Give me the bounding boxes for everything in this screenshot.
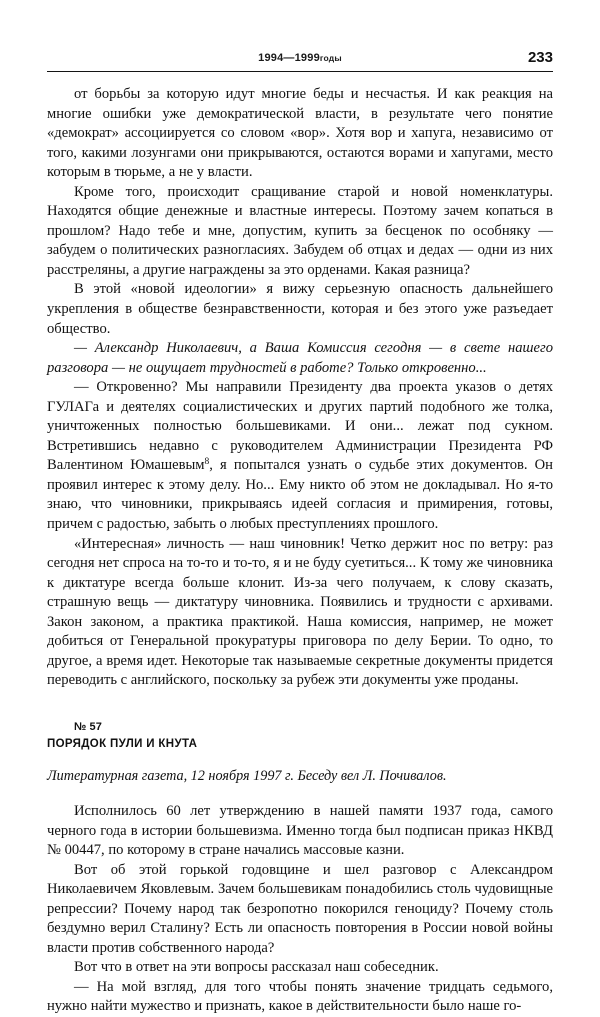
document-source-line: [47, 767, 553, 786]
answer-text-after-footnote: , я попытался узнать о судьбе этих документов. Он проявил интерес к этому делу. Но... Ему никто об этом не докладывал. Но я-то знаю, что чиновники, прикрываясь идеей согласия и примирения, готовы, причем с радостью, забыть о любых преступлениях прошлого.: [47, 457, 553, 533]
paragraph-nomenklatura: Кроме того, происходит сращивание старой и новой номенклатуры. Находятся общие денежные и властные интересы. Поэтому зачем копаться в прошлом? Надо тебе и мне, допустим, купить за бесценок по особняку — забудем о политических разногласиях. Забудем об отцах и дедах — одни из них расстреляны, а другие награждены за это орденами. Какая разница?: [47, 183, 553, 278]
paragraph-anniversary: Исполнилось 60 лет утверждению в нашей памяти 1937 года, самого черного года в истории большевизма. Именно тогда был подписан приказ НКВД № 00447, по которому в стране начались массовые казни.: [47, 802, 553, 859]
running-head: [47, 49, 553, 78]
document-heading-block: [47, 721, 553, 750]
body-text-column: [47, 85, 553, 691]
paragraph-interesting-official: «Интересная» личность — наш чиновник! Четко держит нос по ветру: раз сегодня нет спроса на то-то и то-то, я и не буду суетиться... К тому же чиновника к диктатуре всегда больше клонит. Из-за чего получаем, к слову сказать, страшную вещь — диктатуру чиновника. Появились и трудности с архивами. Закон законом, а практика практикой. Наша комиссия, например, не может добиться от Генеральной прокуратуры приговора по делу Берии. То одно, то другое, а время идет. Некоторые так называемые секретные документы придется переводить с английского, поскольку за рубеж эти документы уже проданы.: [47, 535, 553, 689]
page-content-column: [47, 0, 553, 1017]
document-number: № 57: [74, 720, 102, 733]
source-citation: Литературная газета, 12 ноября 1997 г. Беседу вел Л. Почивалов.: [47, 767, 447, 784]
running-head-years: 1994—1999: [258, 52, 320, 64]
running-head-years-suffix: годы: [319, 53, 342, 63]
document-title: ПОРЯДОК ПУЛИ И КНУТА: [47, 737, 198, 750]
footnote-marker: 8: [204, 457, 210, 468]
running-head-title: [47, 52, 553, 64]
header-divider-rule: [47, 71, 553, 72]
paragraph-new-ideology: В этой «новой идеологии» я вижу серьезную опасность дальнейшего укрепления в обществе безнравственности, которая и без этого уже разъедает общество.: [47, 281, 553, 337]
paragraph-conversation: Вот об этой горькой годовщине и шел разговор с Александром Николаевичем Яковлевым. Зачем большевикам понадобились столь чудовищные репрессии? Почему народ так безропотно покорился геноциду? Почему столь бездумно верил Сталину? Есть ли опасность повторения в России новой войны власти против собственного народа?: [47, 861, 553, 956]
paragraph-interview-question: — Александр Николаевич, а Ваша Комиссия сегодня — в свете нашего разговора — не ощущает трудностей в работе? Только откровенно...: [47, 340, 553, 376]
paragraph-final-answer: — На мой взгляд, для того чтобы понять значение тридцать седьмого, нужно найти мужество и признать, какое в действительности было наше го-: [47, 978, 553, 1015]
paragraph-interview-answer: [47, 378, 553, 534]
page-number: 233: [527, 49, 553, 66]
paragraph-interlocutor: Вот что в ответ на эти вопросы рассказал наш собеседник.: [74, 959, 439, 976]
document-body-column: [47, 802, 553, 1017]
answer-text-before-footnote: — Откровенно? Мы направили Президенту два проекта указов о детях ГУЛАГа и деятелях социалистических и других партий подобного же толка, уничтоженных полностью большевиками. И они... лежат под сукном. Встретившись недавно с руководителем Администрации Президента РФ Валентином Юмашевым: [47, 379, 553, 474]
paragraph-continued: от борьбы за которую идут многие беды и несчастья. И как реакция на многие ошибки уже демократической власти, в результате чего понятие «демократ» ассоциируется со словом «вор». Хотя вор и хапуга, независимо от того, какими лозунгами они прикрываются, остаются ворами и хапугами, место которым в тюрьме, а не у власти.: [47, 86, 553, 181]
